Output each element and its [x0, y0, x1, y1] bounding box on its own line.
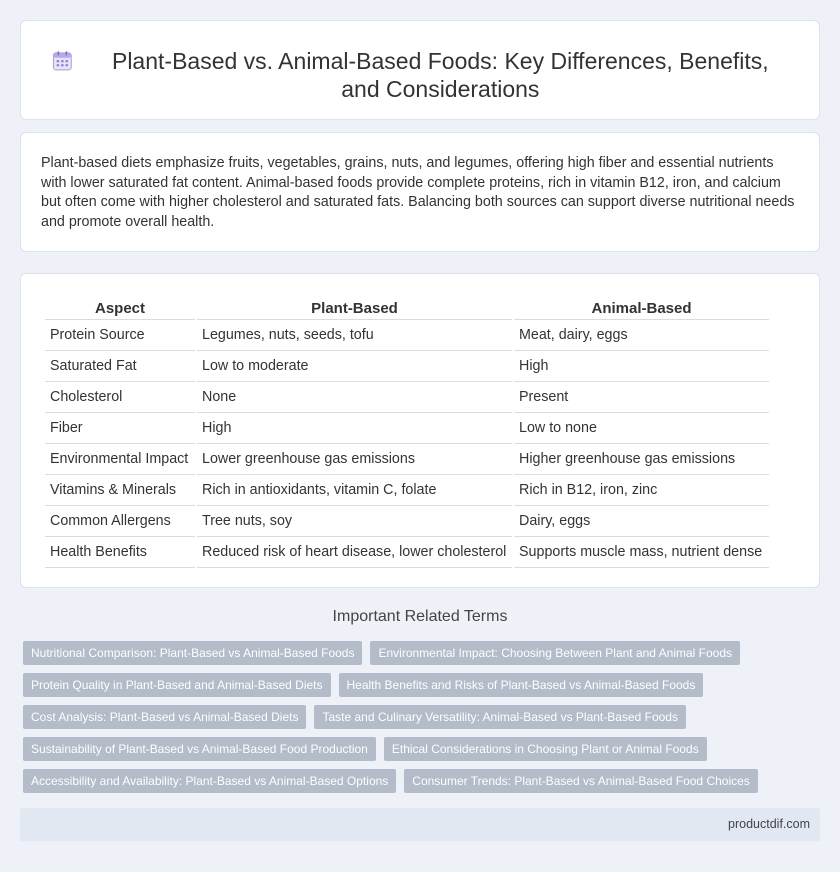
table-row: [45, 506, 769, 537]
header-plant-based: Plant-Based: [197, 294, 512, 320]
cell-plant: High: [197, 413, 512, 444]
cell-animal: Supports muscle mass, nutrient dense: [514, 537, 769, 568]
table-header-row: [45, 294, 769, 320]
cell-animal: Present: [514, 382, 769, 413]
tag-row: [23, 737, 783, 761]
related-terms-heading: Important Related Terms: [332, 608, 508, 625]
table-row: [45, 320, 769, 351]
cell-plant: Lower greenhouse gas emissions: [197, 444, 512, 475]
table-row: [45, 351, 769, 382]
header-aspect: Aspect: [45, 294, 195, 320]
cell-plant: Legumes, nuts, seeds, tofu: [197, 320, 512, 351]
comparison-table-card: [20, 273, 820, 588]
cell-aspect: Fiber: [45, 413, 195, 444]
related-term-link[interactable]: Protein Quality in Plant-Based and Animal-Based Diets: [23, 673, 331, 697]
cell-aspect: Saturated Fat: [45, 351, 195, 382]
comparison-table: [43, 294, 771, 568]
related-term-link[interactable]: Sustainability of Plant-Based vs Animal-Based Food Production: [23, 737, 376, 761]
cell-plant: None: [197, 382, 512, 413]
cell-plant: Reduced risk of heart disease, lower cholesterol: [197, 537, 512, 568]
related-term-link[interactable]: Consumer Trends: Plant-Based vs Animal-Based Food Choices: [404, 769, 758, 793]
calendar-icon: [51, 47, 74, 75]
cell-aspect: Protein Source: [45, 320, 195, 351]
cell-animal: Rich in B12, iron, zinc: [514, 475, 769, 506]
header-card: [20, 20, 820, 120]
cell-aspect: Health Benefits: [45, 537, 195, 568]
tag-row: [23, 641, 783, 665]
table-row: [45, 382, 769, 413]
cell-aspect: Environmental Impact: [45, 444, 195, 475]
related-terms-list: [23, 641, 783, 801]
cell-animal: Dairy, eggs: [514, 506, 769, 537]
cell-animal: Higher greenhouse gas emissions: [514, 444, 769, 475]
intro-paragraph: Plant-based diets emphasize fruits, vegetables, grains, nuts, and legumes, offering high fiber and essential nutrients with lower saturated fat content. Animal-based foods provide complete proteins, rich in vitamin B12, iron, and calcium but often come with higher cholesterol and saturated fats. Balancing both sources can support diverse nutritional needs and promote overall health.: [41, 155, 795, 230]
related-term-link[interactable]: Accessibility and Availability: Plant-Based vs Animal-Based Options: [23, 769, 396, 793]
intro-card: [20, 132, 820, 252]
related-term-link[interactable]: Cost Analysis: Plant-Based vs Animal-Based Diets: [23, 705, 306, 729]
tag-row: [23, 673, 783, 697]
table-row: [45, 444, 769, 475]
related-term-link[interactable]: Ethical Considerations in Choosing Plant or Animal Foods: [384, 737, 707, 761]
cell-animal: Meat, dairy, eggs: [514, 320, 769, 351]
related-term-link[interactable]: Nutritional Comparison: Plant-Based vs Animal-Based Foods: [23, 641, 362, 665]
footer-site-name[interactable]: productdif.com: [728, 817, 810, 831]
related-term-link[interactable]: Health Benefits and Risks of Plant-Based vs Animal-Based Foods: [339, 673, 704, 697]
page-title: Plant-Based vs. Animal-Based Foods: Key Differences, Benefits, and Considerations: [111, 48, 769, 102]
cell-plant: Rich in antioxidants, vitamin C, folate: [197, 475, 512, 506]
cell-plant: Low to moderate: [197, 351, 512, 382]
table-row: [45, 475, 769, 506]
cell-plant: Tree nuts, soy: [197, 506, 512, 537]
cell-aspect: Vitamins & Minerals: [45, 475, 195, 506]
related-term-link[interactable]: Environmental Impact: Choosing Between Plant and Animal Foods: [370, 641, 740, 665]
cell-animal: High: [514, 351, 769, 382]
tag-row: [23, 769, 783, 793]
cell-animal: Low to none: [514, 413, 769, 444]
tag-row: [23, 705, 783, 729]
header-animal-based: Animal-Based: [514, 294, 769, 320]
table-row: [45, 413, 769, 444]
cell-aspect: Cholesterol: [45, 382, 195, 413]
table-row: [45, 537, 769, 568]
cell-aspect: Common Allergens: [45, 506, 195, 537]
related-term-link[interactable]: Taste and Culinary Versatility: Animal-Based vs Plant-Based Foods: [314, 705, 686, 729]
footer: [20, 808, 820, 841]
